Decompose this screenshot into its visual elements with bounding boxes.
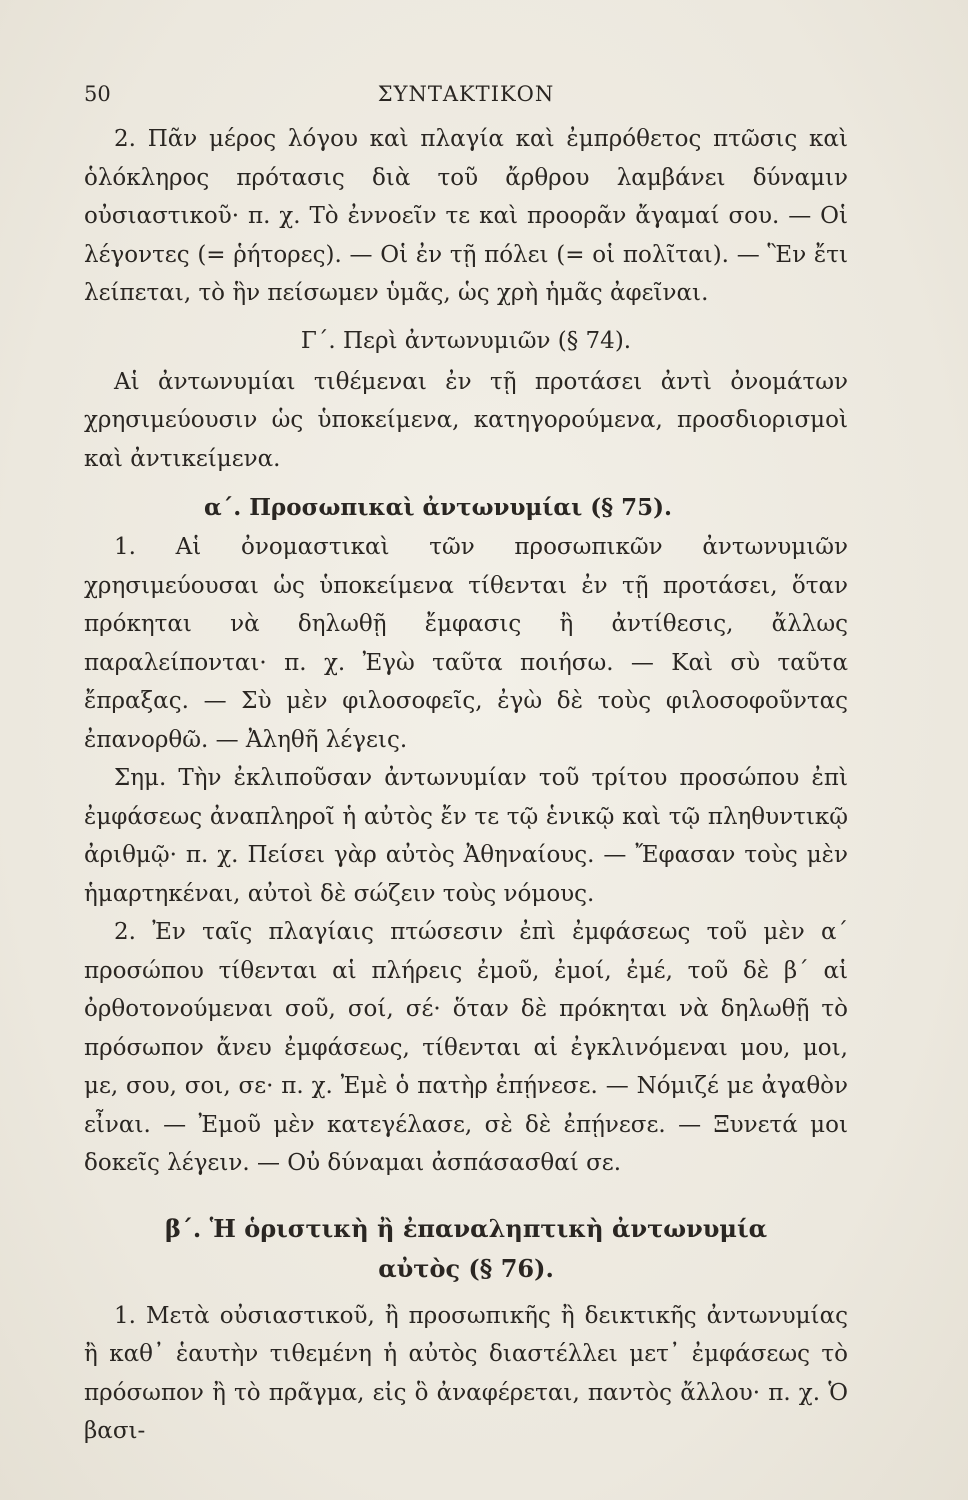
body-text [84,120,848,1451]
subsection-heading-definitive-pronoun: β΄. Ἡ ὁριστικὴ ἢ ἐπαναληπτικὴ ἀντωνυμία αὐτὸς (§ 76). [164,1213,768,1283]
paragraph-substantivation: 2. Πᾶν μέρος λόγου καὶ πλαγία καὶ ἐμπρόθετος πτῶσις καὶ ὁλόκληρος πρότασις διὰ τοῦ ἄρθρου λαμβάνει δύναμιν οὐσιαστικοῦ· π. χ. Τὸ ἐννοεῖν τε καὶ προορᾶν ἄγαμαί σου. — Οἱ λέγοντες (= ῥήτορες). — Οἱ ἐν τῇ πόλει (= οἱ πολῖται). — Ἓν ἔτι λείπεται, τὸ ἣν πείσωμεν ὑμᾶς, ὡς χρὴ ἡμᾶς ἀφεῖναι. [84,126,848,306]
subsection-heading-personal-pronouns: α΄. Προσωπικαὶ ἀντωνυμίαι (§ 75). [204,494,673,521]
running-head [84,82,848,114]
page-number: 50 [84,82,111,106]
paragraph-note-autos: Σημ. Τὴν ἐκλιποῦσαν ἀντωνυμίαν τοῦ τρίτου προσώπου ἐπὶ ἐμφάσεως ἀναπληροῖ ἡ αὐτὸς ἔν τε τῷ ἑνικῷ καὶ τῷ πληθυντικῷ ἀριθμῷ· π. χ. Πείσει γὰρ αὐτὸς Ἀθηναίους. — Ἔφασαν τοὺς μὲν ἡμαρτηκέναι, αὐτοὶ δὲ σώζειν τοὺς νόμους. [84,765,848,907]
paragraph-pronouns-intro: Αἱ ἀντωνυμίαι τιθέμεναι ἐν τῇ προτάσει ἀντὶ ὀνομάτων χρησιμεύουσιν ὡς ὑποκείμενα, κατηγορούμενα, προσδιορισμοὶ καὶ ἀντικείμενα. [84,368,848,472]
paragraph-nominative-pronouns: 1. Αἱ ὀνομαστικαὶ τῶν προσωπικῶν ἀντωνυμιῶν χρησιμεύουσαι ὡς ὑποκείμενα τίθενται ἐν τῇ προτάσει, ὅταν πρόκηται νὰ δηλωθῇ ἔμφασις ἢ ἀντίθεσις, ἄλλως παραλείπονται· π. χ. Ἐγὼ ταῦτα ποιήσω. — Καὶ σὺ ταῦτα ἔπραξας. — Σὺ μὲν φιλοσοφεῖς, ἐγὼ δὲ τοὺς φιλοσοφοῦντας ἐπανορθῶ. — Ἀληθῆ λέγεις. [84,534,848,753]
paragraph-oblique-cases: 2. Ἐν ταῖς πλαγίαις πτώσεσιν ἐπὶ ἐμφάσεως τοῦ μὲν α΄ προσώπου τίθενται αἱ πλήρεις ἐμοῦ, ἐμοί, ἐμέ, τοῦ δὲ β΄ αἱ ὀρθοτονούμεναι σοῦ, σοί, σέ· ὅταν δὲ πρόκηται νὰ δηλωθῇ τὸ πρόσωπον ἄνευ ἐμφάσεως, τίθενται αἱ ἐγκλινόμεναι μου, μοι, με, σου, σοι, σε· π. χ. Ἐμὲ ὁ πατὴρ ἐπῄνεσε. — Νόμιζέ με ἀγαθὸν εἶναι. — Ἐμοῦ μὲν κατεγέλασε, σὲ δὲ ἐπῄνεσε. — Ξυνετά μοι δοκεῖς λέγειν. — Οὐ δύναμαι ἀσπάσασθαί σε. [84,919,848,1176]
section-heading-pronouns: Γ΄. Περὶ ἀντωνυμιῶν (§ 74). [300,327,632,354]
paragraph-autos-usage: 1. Μετὰ οὐσιαστικοῦ, ἢ προσωπικῆς ἢ δεικτικῆς ἀντωνυμίας ἢ καθ᾽ ἑαυτὴν τιθεμένη ἡ αὐτὸς διαστέλλει μετ᾽ ἐμφάσεως τὸ πρόσωπον ἢ τὸ πρᾶγμα, εἰς ὃ ἀναφέρεται, παντὸς ἄλλου· π. χ. Ὁ βασι- [84,1302,848,1444]
running-title: ΣΥΝΤΑΚΤΙΚΟΝ [377,82,555,106]
